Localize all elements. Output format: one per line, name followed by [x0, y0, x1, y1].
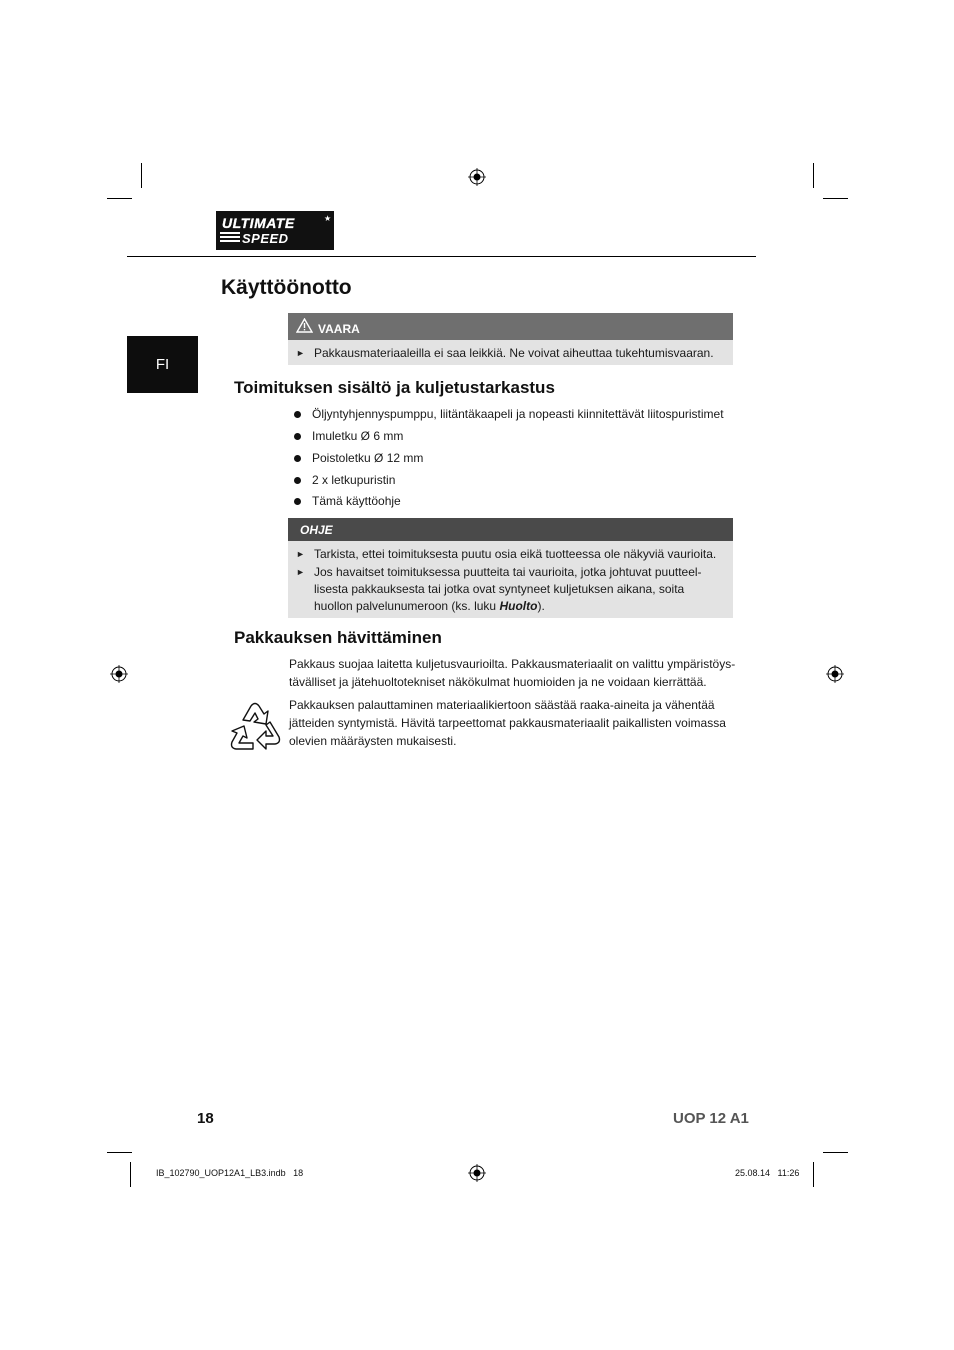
print-slug-file: IB_102790_UOP12A1_LB3.indb 18 — [156, 1168, 304, 1178]
logo-stripes — [220, 232, 240, 244]
bullet-icon — [294, 477, 301, 484]
crop-mark — [813, 163, 814, 188]
list-item: Öljyntyhjennyspumppu, liitäntäkaapeli ja nopeasti kiinnitettävät liitospuristimet — [312, 407, 724, 421]
model-number: UOP 12 A1 — [673, 1110, 749, 1127]
list-item: Tämä käyttöohje — [312, 494, 401, 508]
note-reference: Huolto — [499, 599, 538, 613]
warning-label: VAARA — [318, 322, 360, 336]
warning-body — [288, 340, 733, 365]
warning-triangle-icon — [296, 318, 313, 333]
note-item-line — [314, 599, 545, 613]
crop-mark — [130, 1162, 131, 1187]
print-slug-date: 25.08.14 11:26 — [735, 1168, 800, 1178]
page-number: 18 — [197, 1110, 214, 1127]
paragraph-line: Pakkauksen palauttaminen materiaalikiertoon säästää raaka-aineita ja vähentää — [289, 698, 715, 712]
registration-mark-icon — [468, 1164, 486, 1182]
paragraph-line: jätteiden syntymistä. Hävitä tarpeettomat pakkausmateriaalit paikallisten voimassa — [289, 716, 726, 730]
bullet-icon — [294, 433, 301, 440]
paragraph-line: Pakkaus suojaa laitetta kuljetusvaurioilta. Pakkausmateriaalit on valittu ympäristöys- — [289, 657, 736, 671]
note-text: ). — [537, 599, 545, 613]
crop-mark — [107, 1152, 132, 1153]
bullet-icon — [294, 498, 301, 505]
note-item: Tarkista, ettei toimituksesta puutu osia eikä tuotteessa ole näkyviä vaurioita. — [314, 547, 717, 561]
registration-mark-icon — [110, 665, 128, 683]
language-tab — [127, 336, 198, 393]
header-rule — [127, 256, 756, 257]
note-label: OHJE — [300, 523, 333, 537]
note-body — [288, 541, 733, 618]
crop-mark — [107, 198, 132, 199]
brand-logo — [216, 211, 334, 250]
paragraph-line: olevien määräysten mukaisesti. — [289, 734, 457, 748]
crop-mark — [813, 1162, 814, 1187]
bullet-icon — [294, 455, 301, 462]
note-header — [288, 518, 733, 541]
language-tab-label: FI — [155, 356, 170, 373]
crop-mark — [823, 1152, 848, 1153]
note-item-line: Jos havaitset toimituksessa puutteita tai vaurioita, jotka johtuvat puutteel- — [314, 565, 702, 579]
list-item: 2 x letkupuristin — [312, 473, 396, 487]
recycle-icon — [226, 700, 284, 754]
bullet-icon — [294, 411, 301, 418]
warning-header — [288, 313, 733, 340]
section-heading-contents: Toimituksen sisältö ja kuljetustarkastus — [234, 378, 555, 397]
arrow-bullet-icon: ► — [296, 567, 305, 577]
list-item: Poistoletku Ø 12 mm — [312, 451, 424, 465]
arrow-bullet-icon: ► — [296, 348, 305, 358]
section-heading-disposal: Pakkauksen hävittäminen — [234, 628, 442, 647]
logo-text-line2: SPEED — [242, 231, 289, 246]
note-item-line: lisesta pakkauksesta tai jotka ovat syntyneet kuljetuksen aikana, soita — [314, 582, 685, 596]
trademark-star-icon: ★ — [324, 214, 332, 223]
warning-item: Pakkausmateriaaleilla ei saa leikkiä. Ne voivat aiheuttaa tukehtumisvaaran. — [314, 346, 714, 360]
crop-mark — [141, 163, 142, 188]
arrow-bullet-icon: ► — [296, 549, 305, 559]
note-text: huollon palvelunumeroon (ks. luku — [314, 599, 500, 613]
registration-mark-icon — [826, 665, 844, 683]
page-title: Käyttöönotto — [221, 276, 352, 299]
paragraph-line: tävälliset ja jätehuoltotekniset näkökulmat huomioiden ja ne voidaan kierrättää. — [289, 675, 707, 689]
list-item: Imuletku Ø 6 mm — [312, 429, 404, 443]
registration-mark-icon — [468, 168, 486, 186]
crop-mark — [823, 198, 848, 199]
logo-text-line1: ULTIMATE — [222, 215, 295, 231]
